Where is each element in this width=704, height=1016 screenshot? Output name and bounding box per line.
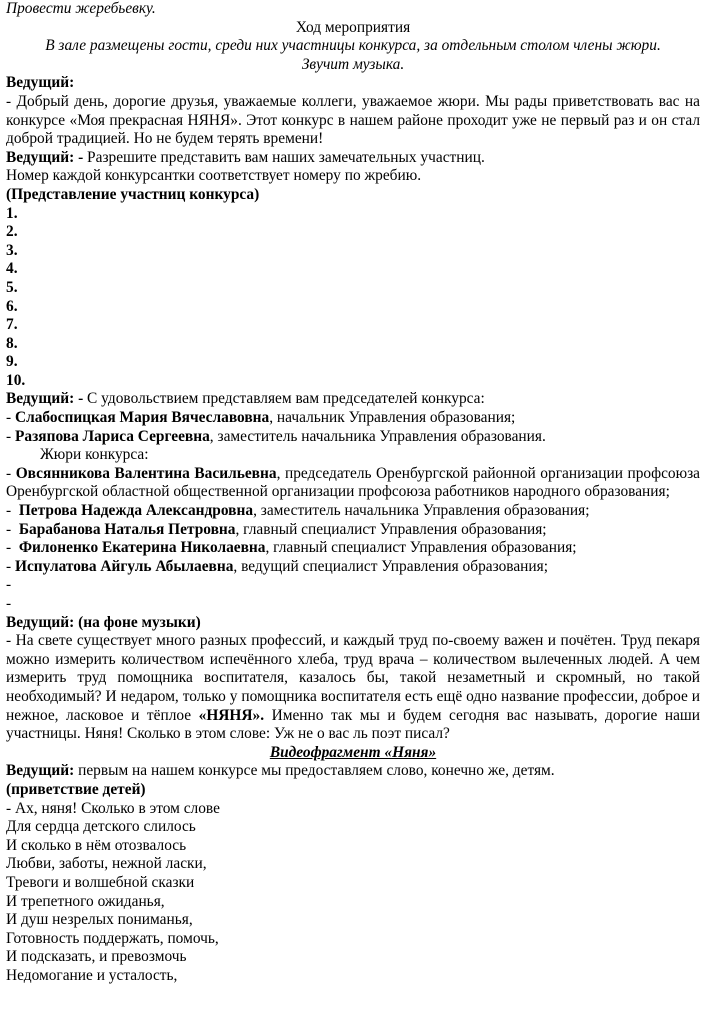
poem-line: И подсказать, и превозмочь (6, 948, 187, 966)
jury-heading: Жюри конкурса: (40, 446, 149, 464)
setting-line-2: Звучит музыка. (301, 55, 405, 73)
participant-number: 8. (6, 334, 18, 352)
jury-name: Испулатова Айгуль Абылаевна (14, 557, 234, 575)
jury-name: Барабанова Наталья Петровна (18, 520, 236, 538)
children-intro (6, 762, 700, 781)
chair-role: , начальник Управления образования; (269, 409, 516, 427)
empty-dash-line: - (6, 576, 12, 594)
participant-number: 7. (6, 316, 18, 334)
participant-number: 4. (6, 260, 18, 278)
participant-number-list (6, 205, 700, 391)
host-label: Ведущий: - (6, 148, 84, 166)
jury-item: - Филоненко Екатерина Николаевна, главный специалист Управления образования; (6, 539, 577, 557)
chairs-intro (6, 390, 700, 409)
chair-role: , заместитель начальника Управления образования. (209, 427, 546, 445)
chair-name: Разяпова Лариса Сергеевна (14, 427, 210, 445)
setting-line-1: В зале размещены гости, среди них участницы конкурса, за отдельным столом члены жюри. (45, 37, 661, 55)
draw-note: Номер каждой конкурсантки соответствует номеру по жребию. (6, 167, 422, 185)
participant-number: 6. (6, 297, 18, 315)
jury-role: , главный специалист Управления образования; (235, 520, 547, 538)
video-fragment-title: Видеофрагмент «Няня» (269, 743, 437, 761)
chairs-text: С удовольствием представляем вам председателей конкурса: (83, 390, 485, 408)
participant-number: 9. (6, 353, 18, 371)
children-heading: (приветствие детей) (6, 780, 146, 798)
poem (6, 800, 700, 986)
chair-name: Слабоспицкая Мария Вячеславовна (14, 409, 270, 427)
poem-line: И трепетного ожиданья, (6, 892, 165, 910)
chair-item: - Слабоспицкая Мария Вячеславовна, начальник Управления образования; (6, 409, 516, 427)
jury-name: Овсянникова Валентина Васильевна (15, 464, 277, 482)
event-title: Ход мероприятия (295, 18, 411, 36)
jury-item: - Барабанова Наталья Петровна, главный специалист Управления образования; (6, 520, 547, 538)
participant-number: 1. (6, 204, 18, 222)
greeting-paragraph: - Добрый день, дорогие друзья, уважаемые коллеги, уважаемое жюри. Мы рады приветствовать вас на конкурсе «Моя прекрасная НЯНЯ». Этот конкурс в нашем районе проходит уже не первый раз и он стал доброй традицией. Но не будем терять времени! (6, 92, 700, 148)
poem-line: Тревоги и волшебной сказки (6, 873, 195, 891)
poem-line: Для сердца детского слилось (6, 818, 196, 836)
jury-role: , главный специалист Управления образования; (265, 539, 577, 557)
jury-role: , ведущий специалист Управления образования; (233, 557, 549, 575)
jury-item: - Овсянникова Валентина Васильевна, председатель Оренбургской районной организации профсоюза Оренбургской областной общественной организации профсоюза работников народного образования; (6, 464, 701, 501)
intro-line: Провести жеребьевку. (6, 0, 156, 17)
music-paragraph: - На свете существует много разных профессий, и каждый труд по-своему важен и почётен. Труд пекаря можно измерить количеством испечённого хлеба, труд врача – количеством вылеченных людей. А чем измерить труд помощника воспитателя, казалось бы, такой незаметный и скромный, но такой необходимый? И недаром, только у помощника воспитателя есть ещё одно название профессии, доброе и нежное, ласковое и тёплое «НЯНЯ». Именно так мы и будем сегодня вас называть, дорогие наши участницы. Няня! Сколько в этом слове: Уж не о вас ль поэт писал? (6, 632, 700, 743)
host-label: Ведущий: - (6, 390, 84, 408)
chair-item: - Разяпова Лариса Сергеевна, заместитель начальника Управления образования. (6, 427, 546, 445)
host-label-music: Ведущий: (на фоне музыки) (6, 613, 201, 631)
children-text: первым на нашем конкурсе мы предоставляем слово, конечно же, детям. (74, 762, 555, 780)
participant-number: 2. (6, 223, 18, 241)
host-label: Ведущий: (6, 762, 75, 780)
host-label: Ведущий: (6, 74, 75, 92)
nanny-word: «НЯНЯ». (198, 706, 265, 724)
jury-item: - Петрова Надежда Александровна, заместитель начальника Управления образования; (6, 502, 590, 520)
poem-line: Готовность поддержать, помочь, (6, 929, 219, 947)
poem-line: И сколько в нём отозвалось (6, 836, 187, 854)
poem-line: Любви, заботы, нежной ласки, (6, 855, 207, 873)
jury-item: - Испулатова Айгуль Абылаевна, ведущий специалист Управления образования; (6, 557, 549, 575)
jury-name: Филоненко Екатерина Николаевна (18, 539, 266, 557)
participants-heading: (Представление участниц конкурса) (6, 185, 260, 203)
participants-intro (6, 149, 700, 168)
jury-role: , заместитель начальника Управления образования; (253, 502, 590, 520)
poem-line: Недомогание и усталость, (6, 966, 178, 984)
participants-text: Разрешите представить вам наших замечательных участниц. (83, 148, 485, 166)
empty-dash-line: - (6, 595, 12, 612)
participant-number: 3. (6, 241, 18, 259)
poem-line: - Ах, няня! Сколько в этом слове (6, 799, 220, 817)
jury-name: Петрова Надежда Александровна (18, 502, 254, 520)
participant-number: 10. (6, 371, 26, 389)
poem-line: И душ незрелых пониманья, (6, 911, 193, 929)
participant-number: 5. (6, 278, 18, 296)
jury-role: , председатель Оренбургской районной организации профсоюза Оренбургской областной общественной организации профсоюза работников народного образования; (6, 464, 701, 501)
